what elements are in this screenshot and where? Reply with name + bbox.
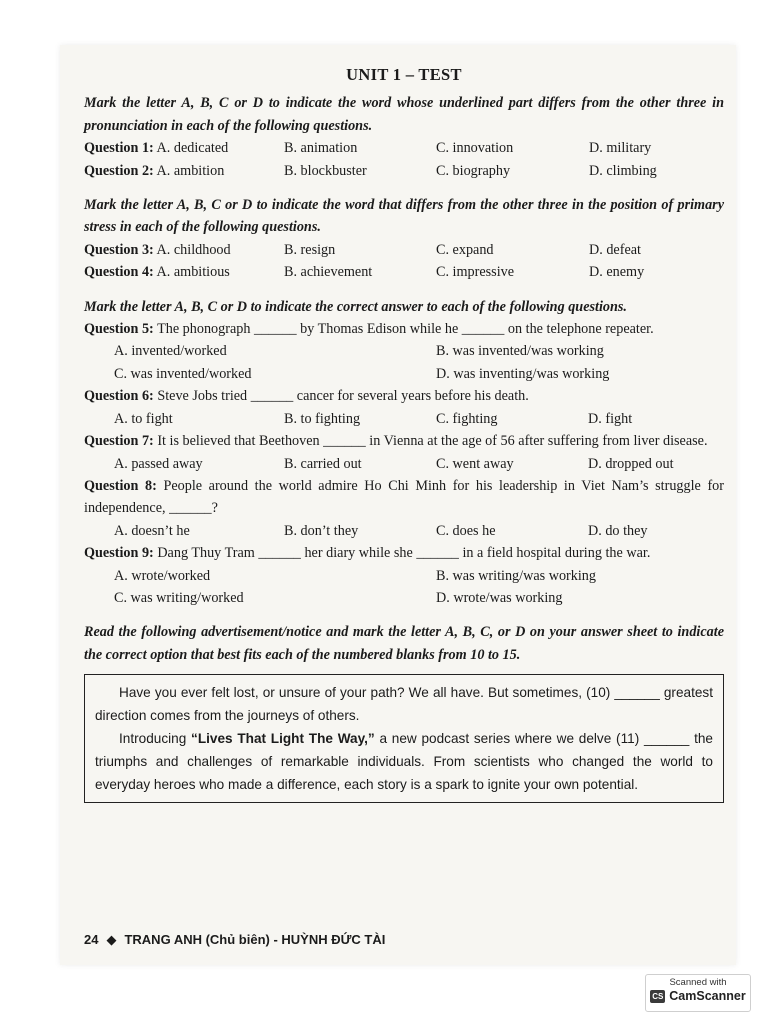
advert-paragraph-1: Have you ever felt lost, or unsure of your path? We all have. But sometimes, (10) ______ greatest direction comes from the journeys of others. (95, 685, 713, 724)
option-c: C. expand (436, 241, 494, 258)
options-row (84, 408, 724, 430)
option-c: C. was invented/worked (114, 365, 252, 382)
podcast-title: “Lives That Light The Way,” (191, 731, 375, 747)
option-b: B. animation (284, 140, 358, 157)
options-row (84, 340, 724, 362)
page-number: 24 (84, 932, 99, 947)
diamond-icon: ◆ (106, 932, 117, 947)
question-row (84, 160, 724, 182)
option-a: A. passed away (114, 455, 203, 472)
option-b: B. resign (284, 241, 336, 258)
instruction-correct-answer: Mark the letter A, B, C or D to indicate the correct answer to each of the following questions. (84, 298, 627, 315)
option-b: B. blockbuster (284, 162, 367, 179)
option-a: A. dedicated (156, 140, 229, 157)
option-b: B. carried out (284, 455, 362, 472)
advertisement-box (84, 674, 724, 803)
question-label: Question 3: (84, 241, 154, 258)
option-b: B. to fighting (284, 410, 361, 427)
options-row (84, 520, 724, 542)
question-stem: Question 8: People around the world admire Ho Chi Minh for his leadership in Viet Nam’s struggle for independence, ______? (84, 477, 724, 517)
options-row (84, 453, 724, 475)
option-b: B. was writing/was working (436, 567, 596, 584)
option-d: D. do they (588, 522, 648, 539)
option-c: C. innovation (436, 140, 514, 157)
options-row (84, 363, 724, 385)
option-c: C. biography (436, 162, 511, 179)
question-label: Question 1: (84, 140, 154, 157)
camscanner-logo-icon: CS (652, 991, 664, 1001)
option-d: D. climbing (589, 162, 657, 179)
option-b: B. don’t they (284, 522, 359, 539)
option-c: C. impressive (436, 264, 515, 281)
footer-authors: TRANG ANH (Chủ biên) - HUỲNH ĐỨC TÀI (124, 932, 386, 947)
option-a: A. ambition (156, 162, 225, 179)
document-body (84, 64, 724, 803)
instruction-stress: Mark the letter A, B, C or D to indicate the word that differs from the other three in the position of primary stress in each of the following questions. (84, 197, 724, 236)
question-stem: Question 5: The phonograph ______ by Thomas Edison while he ______ on the telephone repeater. (84, 321, 654, 338)
question-label: Question 4: (84, 264, 154, 281)
options-row (84, 587, 724, 609)
camscanner-brand: CamScanner (669, 989, 746, 1003)
page-footer (84, 932, 385, 948)
option-a: A. childhood (156, 241, 231, 258)
option-c: C. was writing/worked (114, 589, 244, 606)
option-d: D. was inventing/was working (436, 365, 610, 382)
option-d: D. fight (588, 410, 633, 427)
option-d: D. dropped out (588, 455, 674, 472)
question-row (84, 261, 724, 283)
option-c: C. went away (436, 455, 514, 472)
option-a: A. to fight (114, 410, 173, 427)
option-a: A. wrote/worked (114, 567, 211, 584)
option-d: D. defeat (589, 241, 641, 258)
scanned-with-label: Scanned with (669, 977, 727, 988)
option-b: B. was invented/was working (436, 343, 604, 360)
page-title: UNIT 1 – TEST (346, 65, 462, 84)
options-row (84, 565, 724, 587)
option-a: A. ambitious (156, 264, 230, 281)
question-label: Question 2: (84, 162, 154, 179)
option-d: D. wrote/was working (436, 589, 563, 606)
question-stem: Question 9: Dang Thuy Tram ______ her diary while she ______ in a field hospital during the war. (84, 545, 651, 562)
option-a: A. invented/worked (114, 343, 227, 360)
question-row (84, 137, 724, 159)
option-d: D. military (589, 140, 652, 157)
question-stem: Question 6: Steve Jobs tried ______ cancer for several years before his death. (84, 388, 529, 405)
question-row (84, 239, 724, 261)
option-c: C. fighting (436, 410, 498, 427)
option-c: C. does he (436, 522, 496, 539)
option-a: A. doesn’t he (114, 522, 190, 539)
camscanner-watermark (645, 974, 751, 1012)
instruction-pronunciation: Mark the letter A, B, C or D to indicate the word whose underlined part differs from the other three in pronunciation in each of the following questions. (84, 95, 724, 134)
instruction-reading: Read the following advertisement/notice and mark the letter A, B, C, or D on your answer sheet to indicate the correct option that best fits each of the numbered blanks from 10 to 15. (84, 624, 724, 663)
question-stem: Question 7: It is believed that Beethoven ______ in Vienna at the age of 56 after suffering from liver disease. (84, 433, 708, 450)
option-b: B. achievement (284, 264, 373, 281)
advert-paragraph-2: Introducing “Lives That Light The Way,” a new podcast series where we delve (11) ______ the triumphs and challenges of remarkable individuals. From scientists who changed the world to everyday heroes who made a difference, each story is a spark to ignite your own potential. (95, 731, 713, 793)
option-d: D. enemy (589, 264, 645, 281)
